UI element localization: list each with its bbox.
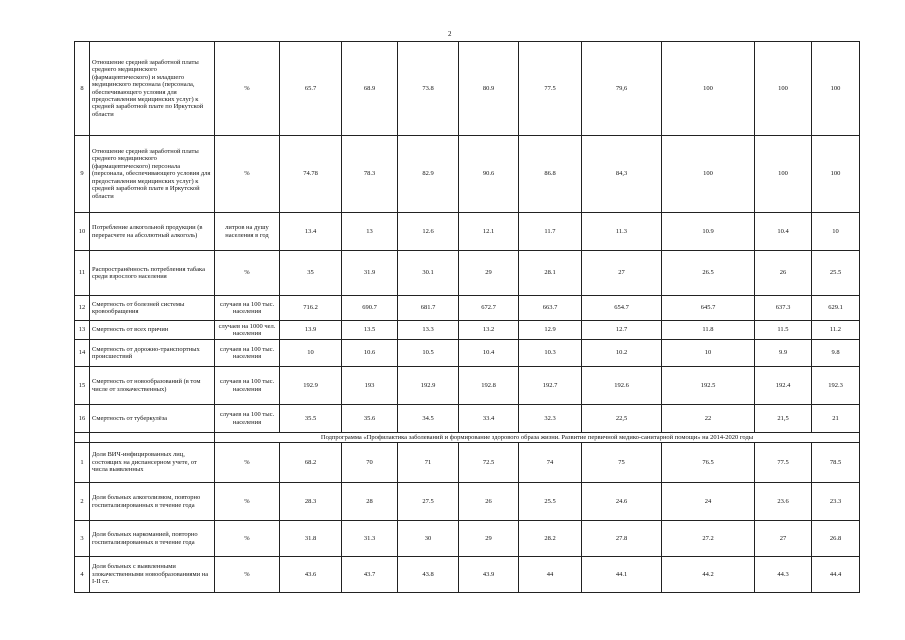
value-cell: 68.9 — [342, 42, 398, 136]
value-cell: 30.1 — [398, 251, 459, 296]
value-cell: 80.9 — [459, 42, 519, 136]
value-cell: 13.5 — [342, 321, 398, 340]
value-cell: 44.1 — [582, 557, 662, 593]
value-cell: 10.9 — [662, 213, 755, 251]
value-cell: 10.4 — [459, 340, 519, 367]
value-cell: 654.7 — [582, 296, 662, 321]
table-row — [75, 136, 860, 213]
value-cell: 26.5 — [662, 251, 755, 296]
value-cell: 9.9 — [755, 340, 812, 367]
value-cell: 23.3 — [812, 483, 860, 521]
value-cell: 12.1 — [459, 213, 519, 251]
row-number: 12 — [75, 296, 90, 321]
value-cell: 31.3 — [342, 521, 398, 557]
value-cell: 43.9 — [459, 557, 519, 593]
value-cell: 74.78 — [280, 136, 342, 213]
value-cell: 11.2 — [812, 321, 860, 340]
value-cell: 70 — [342, 443, 398, 483]
value-cell: 31.9 — [342, 251, 398, 296]
row-number: 11 — [75, 251, 90, 296]
value-cell: 74 — [519, 443, 582, 483]
unit-cell: случаев на 100 тыс. населения — [215, 296, 280, 321]
value-cell: 192.3 — [812, 367, 860, 405]
value-cell: 28 — [342, 483, 398, 521]
table-row — [75, 483, 860, 521]
indicator-name: Смертность от всех причин — [90, 321, 215, 340]
table-row — [75, 340, 860, 367]
value-cell: 35.6 — [342, 405, 398, 433]
value-cell: 72.5 — [459, 443, 519, 483]
value-cell: 35.5 — [280, 405, 342, 433]
page-number: 2 — [448, 30, 452, 38]
value-cell: 77.5 — [519, 42, 582, 136]
value-cell: 10.5 — [398, 340, 459, 367]
table-row — [75, 251, 860, 296]
value-cell: 24 — [662, 483, 755, 521]
unit-cell: % — [215, 443, 280, 483]
table-row — [75, 521, 860, 557]
value-cell: 79,6 — [582, 42, 662, 136]
row-number: 14 — [75, 340, 90, 367]
value-cell: 71 — [398, 443, 459, 483]
row-number: 2 — [75, 483, 90, 521]
unit-cell: % — [215, 251, 280, 296]
row-number: 10 — [75, 213, 90, 251]
unit-cell: случаев на 100 тыс. населения — [215, 405, 280, 433]
value-cell: 192.9 — [280, 367, 342, 405]
value-cell: 10.6 — [342, 340, 398, 367]
value-cell: 192.5 — [662, 367, 755, 405]
value-cell: 22,5 — [582, 405, 662, 433]
value-cell: 75 — [582, 443, 662, 483]
table-row — [75, 405, 860, 433]
indicator-name: Потребление алкогольной продукции (в перерасчете на абсолютный алкоголь) — [90, 213, 215, 251]
indicator-name: Отношение средней заработной платы среднего медицинского (фармацевтического) персонала (персонала, обеспечивающего условия для предоставления медицинских услуг) к средней заработной плате в Иркутской области — [90, 136, 215, 213]
value-cell: 65.7 — [280, 42, 342, 136]
value-cell: 9.8 — [812, 340, 860, 367]
unit-cell: случаев на 100 тыс. населения — [215, 367, 280, 405]
table-row — [75, 443, 860, 483]
unit-cell: % — [215, 483, 280, 521]
unit-cell: % — [215, 136, 280, 213]
value-cell: 192.4 — [755, 367, 812, 405]
value-cell: 78.5 — [812, 443, 860, 483]
value-cell: 100 — [812, 42, 860, 136]
value-cell: 11.8 — [662, 321, 755, 340]
subprogram-title: Подпрограмма «Профилактика заболеваний и формирование здорового образа жизни. Развитие первичной медико-санитарной помощи» на 2014-2020 годы — [215, 433, 860, 443]
value-cell: 193 — [342, 367, 398, 405]
indicator-name: Распространённость потребления табака среди взрослого населения — [90, 251, 215, 296]
value-cell: 12.7 — [582, 321, 662, 340]
value-cell: 645.7 — [662, 296, 755, 321]
value-cell: 31.8 — [280, 521, 342, 557]
value-cell: 629.1 — [812, 296, 860, 321]
value-cell: 44.4 — [812, 557, 860, 593]
value-cell: 32.3 — [519, 405, 582, 433]
value-cell: 13.2 — [459, 321, 519, 340]
value-cell: 26 — [459, 483, 519, 521]
value-cell: 68.2 — [280, 443, 342, 483]
table-row — [75, 367, 860, 405]
value-cell: 690.7 — [342, 296, 398, 321]
indicator-name: Отношение средней заработной платы среднего медицинского (фармацевтического) и младшего медицинского персонала (персонала, обеспечивающего условия для предоставления медицинских услуг) к средней заработной плате по Иркутской области — [90, 42, 215, 136]
table-row — [75, 321, 860, 340]
indicator-name: Смертность от туберкулёза — [90, 405, 215, 433]
value-cell: 86.8 — [519, 136, 582, 213]
value-cell: 13 — [342, 213, 398, 251]
unit-cell: случаев на 1000 чел. населения — [215, 321, 280, 340]
value-cell: 43.7 — [342, 557, 398, 593]
indicator-name: Доля больных с выявленными злокачественными новообразованиями на I-II ст. — [90, 557, 215, 593]
value-cell: 44 — [519, 557, 582, 593]
subprogram-header-row — [75, 433, 860, 443]
value-cell: 76.5 — [662, 443, 755, 483]
value-cell: 73.8 — [398, 42, 459, 136]
value-cell: 681.7 — [398, 296, 459, 321]
value-cell: 43.8 — [398, 557, 459, 593]
value-cell: 33.4 — [459, 405, 519, 433]
value-cell: 26 — [755, 251, 812, 296]
value-cell: 192.7 — [519, 367, 582, 405]
value-cell: 90.6 — [459, 136, 519, 213]
row-number: 3 — [75, 521, 90, 557]
value-cell: 30 — [398, 521, 459, 557]
value-cell: 10.4 — [755, 213, 812, 251]
value-cell: 77.5 — [755, 443, 812, 483]
value-cell: 100 — [662, 136, 755, 213]
row-number: 13 — [75, 321, 90, 340]
value-cell: 23.6 — [755, 483, 812, 521]
value-cell: 10.3 — [519, 340, 582, 367]
value-cell: 35 — [280, 251, 342, 296]
value-cell: 672.7 — [459, 296, 519, 321]
value-cell: 24.6 — [582, 483, 662, 521]
indicator-name: Смертность от дорожно-транспортных происшествий — [90, 340, 215, 367]
value-cell: 12.9 — [519, 321, 582, 340]
value-cell: 28.1 — [519, 251, 582, 296]
row-number: 15 — [75, 367, 90, 405]
value-cell: 21,5 — [755, 405, 812, 433]
value-cell: 26.8 — [812, 521, 860, 557]
value-cell: 13.9 — [280, 321, 342, 340]
value-cell: 10 — [662, 340, 755, 367]
value-cell: 78.3 — [342, 136, 398, 213]
value-cell: 192.9 — [398, 367, 459, 405]
table-row — [75, 296, 860, 321]
value-cell: 43.6 — [280, 557, 342, 593]
indicator-name: Доля больных алкоголизмом, повторно госпитализированных в течение года — [90, 483, 215, 521]
value-cell: 10 — [812, 213, 860, 251]
unit-cell: % — [215, 42, 280, 136]
value-cell: 44.3 — [755, 557, 812, 593]
indicator-name: Доля больных наркоманией, повторно госпитализированных в течение года — [90, 521, 215, 557]
value-cell: 13.4 — [280, 213, 342, 251]
value-cell: 28.3 — [280, 483, 342, 521]
unit-cell: литров на душу населения в год — [215, 213, 280, 251]
value-cell: 27.2 — [662, 521, 755, 557]
row-number: 16 — [75, 405, 90, 433]
value-cell: 11.7 — [519, 213, 582, 251]
row-number: 9 — [75, 136, 90, 213]
value-cell: 192.8 — [459, 367, 519, 405]
indicators-table — [74, 41, 860, 593]
table-row — [75, 557, 860, 593]
value-cell: 27.5 — [398, 483, 459, 521]
value-cell: 22 — [662, 405, 755, 433]
value-cell: 100 — [812, 136, 860, 213]
value-cell: 12.6 — [398, 213, 459, 251]
value-cell: 100 — [755, 136, 812, 213]
value-cell: 34.5 — [398, 405, 459, 433]
value-cell: 100 — [662, 42, 755, 136]
unit-cell: случаев на 100 тыс. населения — [215, 340, 280, 367]
value-cell: 663.7 — [519, 296, 582, 321]
value-cell: 44.2 — [662, 557, 755, 593]
value-cell: 21 — [812, 405, 860, 433]
row-number: 1 — [75, 443, 90, 483]
value-cell: 100 — [755, 42, 812, 136]
value-cell: 716.2 — [280, 296, 342, 321]
row-number: 8 — [75, 42, 90, 136]
unit-cell: % — [215, 521, 280, 557]
value-cell: 82.9 — [398, 136, 459, 213]
value-cell: 25.5 — [519, 483, 582, 521]
value-cell: 10 — [280, 340, 342, 367]
indicator-name: Доля ВИЧ-инфицированных лиц, состоящих на диспансерном учете, от числа выявленных — [90, 443, 215, 483]
value-cell: 11.5 — [755, 321, 812, 340]
value-cell: 29 — [459, 521, 519, 557]
row-number: 4 — [75, 557, 90, 593]
indicator-name: Смертность от новообразований (в том числе от злокачественных) — [90, 367, 215, 405]
value-cell: 25.5 — [812, 251, 860, 296]
value-cell: 637.3 — [755, 296, 812, 321]
value-cell: 29 — [459, 251, 519, 296]
table-row — [75, 42, 860, 136]
value-cell: 10.2 — [582, 340, 662, 367]
unit-cell: % — [215, 557, 280, 593]
value-cell: 27 — [582, 251, 662, 296]
value-cell: 192.6 — [582, 367, 662, 405]
value-cell: 84,3 — [582, 136, 662, 213]
table-row — [75, 213, 860, 251]
value-cell: 13.3 — [398, 321, 459, 340]
value-cell: 28.2 — [519, 521, 582, 557]
value-cell: 27.8 — [582, 521, 662, 557]
value-cell: 11.3 — [582, 213, 662, 251]
indicator-name: Смертность от болезней системы кровообращения — [90, 296, 215, 321]
value-cell: 27 — [755, 521, 812, 557]
